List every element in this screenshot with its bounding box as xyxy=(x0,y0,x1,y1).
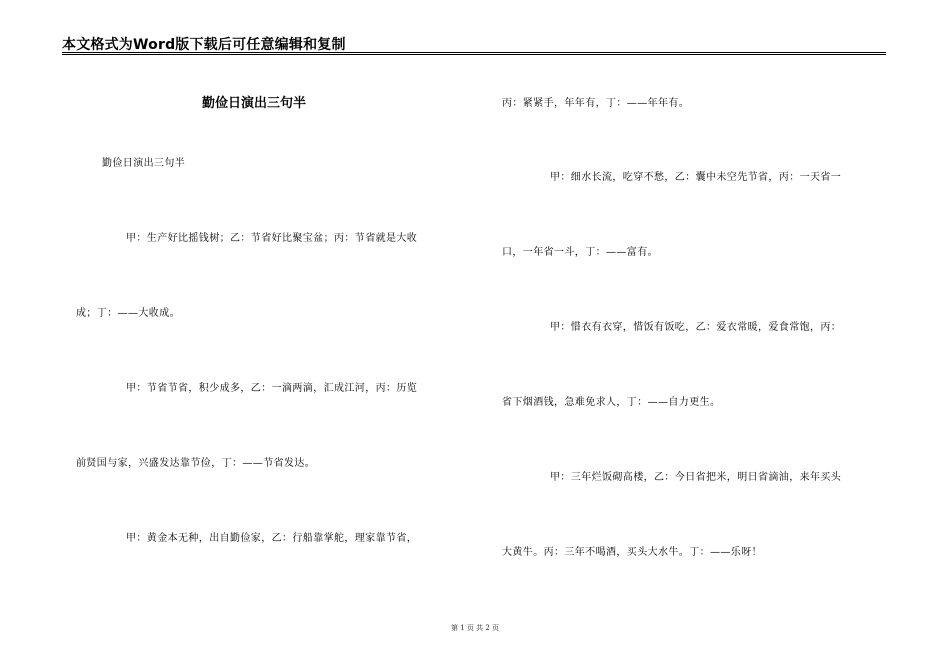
header-rule-double xyxy=(62,54,886,55)
paragraph-line: 口，一年省一斗，丁：——富有。 xyxy=(502,247,658,258)
page-title: 勤俭日演出三句半 xyxy=(202,96,307,111)
paragraph-line: 前贤国与家，兴盛发达靠节俭，丁：——节省发达。 xyxy=(76,458,316,469)
paragraph-line: 甲：生产好比摇钱树；乙：节省好比聚宝盆；丙：节省就是大收 xyxy=(126,233,418,244)
paragraph-line: 大黄牛。丙：三年不喝酒，买头大水牛。丁：——乐呀！ xyxy=(502,547,762,558)
header-rule xyxy=(62,52,886,53)
paragraph-line: 甲：三年烂饭砌高楼，乙：今日省把米，明日省滴油，来年买头 xyxy=(550,472,842,483)
page-number: 第 1 页 共 2 页 xyxy=(450,624,500,632)
paragraph-line: 甲：节省节省，积少成多，乙：一滴两滴，汇成江河，丙：历览 xyxy=(126,383,418,394)
paragraph-line: 甲：黄金本无种，出自勤俭家，乙：行船靠掌舵，理家靠节省， xyxy=(126,533,418,544)
paragraph-line: 省下烟酒钱，急难免求人，丁：——自力更生。 xyxy=(502,397,721,408)
paragraph-line: 甲：细水长流，吃穿不愁，乙：囊中未空先节省，丙：一天省一 xyxy=(550,172,842,183)
paragraph-line: 甲：惜衣有衣穿，惜饭有饭吃，乙：爱衣常暖，爱食常饱，丙： xyxy=(550,322,842,333)
paragraph-line: 成；丁：——大收成。 xyxy=(76,308,180,319)
paragraph-line: 勤俭日演出三句半 xyxy=(102,158,186,169)
paragraph-line: 丙：紧紧手，年年有，丁：——年年有。 xyxy=(502,98,690,109)
download-header: 本文格式为Word版下载后可任意编辑和复制 xyxy=(62,37,346,53)
